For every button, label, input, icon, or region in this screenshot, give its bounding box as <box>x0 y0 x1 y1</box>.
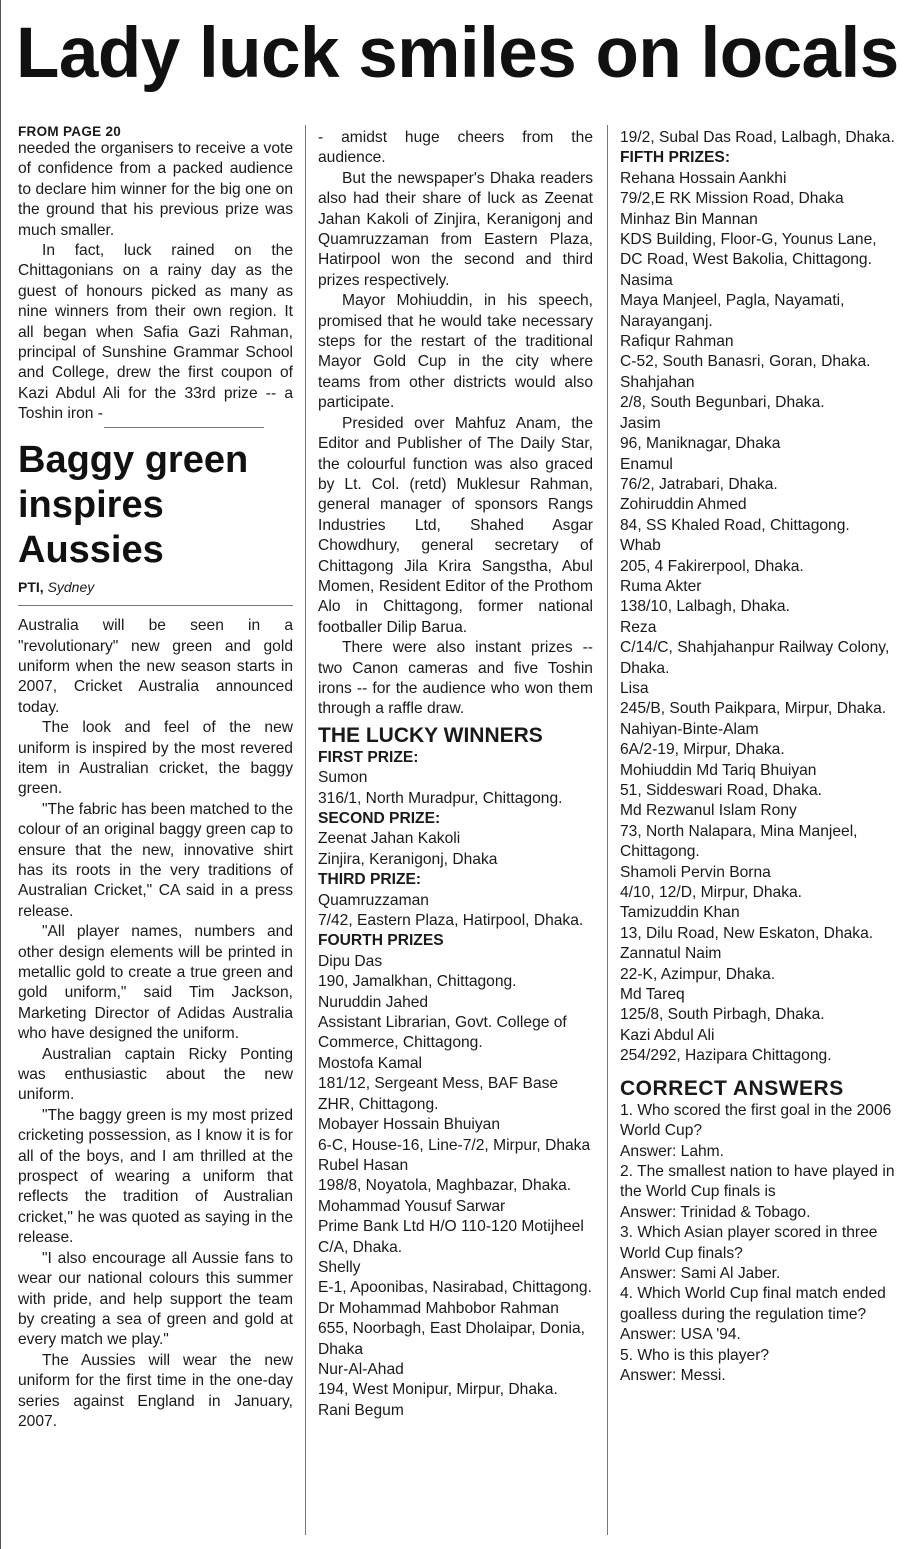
paragraph: There were also instant prizes -- two Canon cameras and five Toshin irons -- for the audience who won them through a raffle draw. <box>318 639 593 718</box>
answer-line: Answer: Messi. <box>620 1366 726 1384</box>
winner-line: Md Rezwanul Islam Rony <box>620 802 797 820</box>
winner-line: Whab <box>620 537 661 555</box>
third-prize-label: THIRD PRIZE: <box>318 871 422 889</box>
winner-line: Rubel Hasan <box>318 1156 409 1174</box>
story-paragraph: "The fabric has been matched to the colour of an original baggy green cap to ensure that the new, innovative shirt has its roots in the very traditions of Australian Cricket," CA said in a press release. <box>18 800 293 920</box>
left-border <box>0 0 1 1549</box>
winner-line: 73, North Nalapara, Mina Manjeel, Chittagong. <box>620 822 858 861</box>
fourth-prize-continued <box>620 128 895 148</box>
answers-heading: CORRECT ANSWERS <box>620 1076 844 1100</box>
byline-place: Sydney <box>47 578 95 595</box>
paragraph: Mayor Mohiuddin, in his speech, promised that he would take necessary steps for the restart of the traditional Mayor Gold Cup in the city where teams from other districts would also participate. <box>318 292 593 412</box>
winner-line: 76/2, Jatrabari, Dhaka. <box>620 475 778 493</box>
third-prize-list <box>318 891 593 932</box>
winner-line: Nur-Al-Ahad <box>318 1360 404 1378</box>
winner-line: C-52, South Banasri, Goran, Dhaka. <box>620 353 871 371</box>
winner-line: 79/2,E RK Mission Road, Dhaka <box>620 190 844 208</box>
winner-line: Shamoli Pervin Borna <box>620 863 771 881</box>
winner-line: 655, Noorbagh, East Dholaipar, Donia, Dhaka <box>318 1320 585 1358</box>
winner-line: C/14/C, Shahjahanpur Railway Colony, Dhaka. <box>620 639 890 677</box>
winner-line: 6-C, House-16, Line-7/2, Mirpur, Dhaka <box>318 1136 591 1154</box>
answer-line: Answer: Trinidad & Tobago. <box>620 1203 811 1221</box>
winner-line: 13, Dilu Road, New Eskaton, Dhaka. <box>620 924 874 942</box>
winner-line: 51, Siddeswari Road, Dhaka. <box>620 782 822 799</box>
winner-line: 125/8, South Pirbagh, Dhaka. <box>620 1006 825 1024</box>
winner-line: 2/8, South Begunbari, Dhaka. <box>620 394 825 412</box>
paragraph: Presided over Mahfuz Anam, the Editor and Publisher of The Daily Star, the colourful function was also graced by Lt. Col. (retd) Muklesur Rahman, general manager of sponsors Rangs Industries Ltd, Shahed Asgar Chowdhury, general secretary of Chittagong Jila Krira Sangstha, Abul Momen, Resident Editor of the Prothom Alo in Chittagong, former national footballer Dilip Barua. <box>318 414 593 636</box>
story-paragraph: Australian captain Ricky Ponting was enthusiastic about the new uniform. <box>18 1045 293 1104</box>
headline: Lady luck smiles on locals <box>16 14 899 93</box>
winner-line: Nahiyan-Binte-Alam <box>620 720 759 738</box>
column-3 <box>620 128 895 1386</box>
second-prize-label: SECOND PRIZE: <box>318 810 441 827</box>
first-prize-label: FIRST PRIZE: <box>318 748 419 766</box>
winner-line: 316/1, North Muradpur, Chittagong. <box>318 789 563 807</box>
fourth-prize-list <box>318 952 593 1421</box>
first-prize-list <box>318 768 593 809</box>
winner-line: Nuruddin Jahed <box>318 993 429 1011</box>
winner-line: 198/8, Noyatola, Maghbazar, Dhaka. <box>318 1177 572 1195</box>
paragraph: In fact, luck rained on the Chittagonians on a rainy day as the guest of honours picked as many as nine winners from their own region. It all began when Safia Gazi Rahman, principal of Sunshine Grammar School and College, drew the first coupon of Kazi Abdul Ali for the 33rd prize -- a Toshin iron - <box>18 242 293 423</box>
winner-line: Shelly <box>318 1258 361 1276</box>
winner-line: Mostofa Kamal <box>318 1054 423 1072</box>
winner-line: Shahjahan <box>620 373 695 391</box>
answer-line: 1. Who scored the first goal in the 2006 World Cup? <box>620 1101 892 1140</box>
winner-line: 190, Jamalkhan, Chittagong. <box>318 973 517 991</box>
winner-line: 4/10, 12/D, Mirpur, Dhaka. <box>620 884 803 902</box>
winner-line: E-1, Apoonibas, Nasirabad, Chittagong. <box>318 1279 592 1297</box>
winner-line: Rehana Hossain Aankhi <box>620 169 787 187</box>
winner-line: KDS Building, Floor-G, Younus Lane, DC Road, West Bakolia, Chittagong. <box>620 231 877 269</box>
paragraph: But the newspaper's Dhaka readers also had their share of luck as Zeenat Jahan Kakoli of Zinjira, Keranigonj and Quamruzzaman from Eastern Plaza, Hatirpool won the second and third prizes respectively. <box>318 169 593 289</box>
col2-paragraphs <box>318 128 593 720</box>
winner-line: Ruma Akter <box>620 577 702 595</box>
paragraph: - amidst huge cheers from the audience. <box>318 129 593 167</box>
answer-line: 2. The smallest nation to have played in the World Cup finals is <box>620 1162 895 1201</box>
answer-line: 3. Which Asian player scored in three World Cup finals? <box>620 1224 878 1262</box>
winner-line: Dipu Das <box>318 952 383 970</box>
winner-line: Rafiqur Rahman <box>620 333 734 351</box>
story-paragraph: "All player names, numbers and other design elements will be printed in metallic gold to create a true green and gold uniform," said Tim Jackson, Marketing Director of Adidas Australia who have designed the uniform. <box>18 923 293 1043</box>
winner-line: Mohiuddin Md Tariq Bhuiyan <box>620 761 817 779</box>
winner-line: 96, Maniknagar, Dhaka <box>620 435 781 453</box>
winner-line: Dr Mohammad Mahbobor Rahman <box>318 1299 559 1317</box>
fifth-prize-label: FIFTH PRIZES: <box>620 149 731 167</box>
story-paragraph: The look and feel of the new uniform is inspired by the most revered item in Australian cricket, the baggy green. <box>18 719 293 798</box>
column-2 <box>318 128 593 1421</box>
winner-line: Zinjira, Keranigonj, Dhaka <box>318 850 498 868</box>
winner-line: Jasim <box>620 414 661 432</box>
winner-line: Zannatul Naim <box>620 945 722 963</box>
winner-line: 22-K, Azimpur, Dhaka. <box>620 965 776 983</box>
answer-line: 4. Which World Cup final match ended goalless during the regulation time? <box>620 1285 886 1323</box>
column-1 <box>18 125 293 1432</box>
winner-line: Enamul <box>620 455 673 473</box>
winners-heading: THE LUCKY WINNERS <box>318 723 543 747</box>
winner-line: Reza <box>620 618 657 636</box>
winner-line: Prime Bank Ltd H/O 110-120 Motijheel C/A, Dhaka. <box>318 1218 584 1256</box>
byline <box>18 577 293 597</box>
winner-line: 205, 4 Fakirerpool, Dhaka. <box>620 557 804 575</box>
winner-line: Kazi Abdul Ali <box>620 1026 715 1044</box>
winner-line: Mobayer Hossain Bhuiyan <box>318 1116 501 1134</box>
winner-line: Sumon <box>318 769 368 787</box>
byline-agency: PTI, <box>18 578 44 595</box>
winner-line: 84, SS Khaled Road, Chittagong. <box>620 516 850 534</box>
sub-headline: Baggy green inspires Aussies <box>18 438 249 571</box>
winner-line: 181/12, Sergeant Mess, BAF Base ZHR, Chittagong. <box>318 1075 559 1113</box>
winner-line: Nasima <box>620 271 673 289</box>
winner-line: Quamruzzaman <box>318 891 429 909</box>
winner-line: 245/B, South Paikpara, Mirpur, Dhaka. <box>620 700 887 718</box>
winner-line: Md Tareq <box>620 986 685 1004</box>
answer-line: Answer: Sami Al Jaber. <box>620 1264 781 1282</box>
story-body <box>18 616 293 1432</box>
fifth-prize-list <box>620 169 895 1067</box>
winner-line: Assistant Librarian, Govt. College of Commerce, Chittagong. <box>318 1014 567 1052</box>
winner-line: Lisa <box>620 679 649 697</box>
divider <box>18 605 293 606</box>
winner-line: Maya Manjeel, Pagla, Nayamati, Narayanganj. <box>620 292 845 330</box>
from-page-label: FROM PAGE 20 <box>18 124 122 139</box>
winner-line: Zeenat Jahan Kakoli <box>318 830 461 848</box>
winner-line: 254/292, Hazipara Chittagong. <box>620 1047 832 1065</box>
story-paragraph: "The baggy green is my most prized cricketing possession, as I know it is for all of the boys, and I am thrilled at the prospect of wearing a uniform that reflects the tradition of Australian cricket," he was quoted as saying in the release. <box>18 1106 293 1247</box>
column-rule <box>607 125 608 1535</box>
fourth-prize-label: FOURTH PRIZES <box>318 932 444 950</box>
winner-line: Tamizuddin Khan <box>620 904 740 922</box>
second-prize-list <box>318 829 593 870</box>
winner-line: Rani Begum <box>318 1401 404 1419</box>
winner-line: 6A/2-19, Mirpur, Dhaka. <box>620 741 785 759</box>
answer-line: Answer: Lahm. <box>620 1142 725 1160</box>
column-rule <box>305 125 306 1535</box>
divider <box>104 427 264 428</box>
story-paragraph: The Aussies will wear the new uniform for the first time in the one-day series against England in January, 2007. <box>18 1351 293 1430</box>
story-paragraph: "I also encourage all Aussie fans to wear our national colours this summer with pride, and help support the team by creating a sea of green and gold at every match we play." <box>18 1249 293 1349</box>
story-paragraph: Australia will be seen in a "revolutionary" new green and gold uniform when the new season starts in 2007, Cricket Australia announced today. <box>18 617 293 716</box>
winner-line: 194, West Monipur, Mirpur, Dhaka. <box>318 1381 558 1399</box>
winner-line: Zohiruddin Ahmed <box>620 496 747 514</box>
answers-list <box>620 1101 895 1387</box>
winner-line: Minhaz Bin Mannan <box>620 210 758 228</box>
winner-line: 19/2, Subal Das Road, Lalbagh, Dhaka. <box>620 129 895 146</box>
answer-line: 5. Who is this player? <box>620 1346 770 1364</box>
winner-line: 138/10, Lalbagh, Dhaka. <box>620 598 790 616</box>
winner-line: 7/42, Eastern Plaza, Hatirpool, Dhaka. <box>318 912 584 930</box>
answer-line: Answer: USA '94. <box>620 1326 741 1344</box>
paragraph: needed the organisers to receive a vote of confidence from a packed audience to declare him winner for the big one on the ground that his previous prize was much smaller. <box>18 140 293 239</box>
winner-line: Mohammad Yousuf Sarwar <box>318 1197 506 1215</box>
